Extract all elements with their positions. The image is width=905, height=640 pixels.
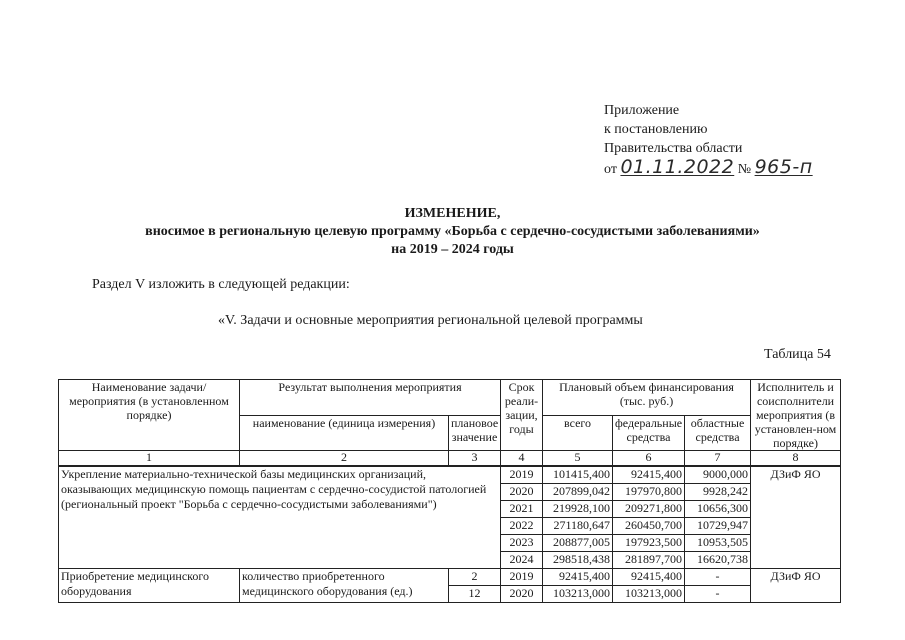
year-cell: 2024 (501, 552, 543, 569)
value-cell: 12 (449, 586, 501, 603)
federal-cell: 92415,400 (613, 569, 685, 586)
header-term: Срок реали-зации, годы (501, 380, 543, 451)
header-result-value: плановое значение (449, 415, 501, 451)
total-cell: 103213,000 (543, 586, 613, 603)
col-number: 3 (449, 451, 501, 467)
year-cell: 2020 (501, 484, 543, 501)
federal-cell: 260450,700 (613, 518, 685, 535)
col-number: 4 (501, 451, 543, 467)
handwritten-date: 01.11.2022 (620, 156, 735, 178)
table-caption: Таблица 54 (764, 347, 831, 362)
col-number: 1 (59, 451, 240, 467)
header-result-name: наименование (единица измерения) (240, 415, 449, 451)
federal-cell: 197923,500 (613, 535, 685, 552)
total-cell: 298518,438 (543, 552, 613, 569)
group1-executor: ДЗиФ ЯО (751, 466, 841, 569)
group2-name: Приобретение медицинского оборудования (59, 569, 240, 603)
regional-cell: 9928,242 (685, 484, 751, 501)
table-row (59, 569, 841, 586)
federal-cell: 92415,400 (613, 466, 685, 484)
number-sign: № (737, 162, 752, 177)
appendix-date-line (604, 158, 813, 179)
header-total: всего (543, 415, 613, 451)
total-cell: 101415,400 (543, 466, 613, 484)
header-finance: Плановый объем финансирования (тыс. руб.) (543, 380, 751, 416)
year-cell: 2021 (501, 501, 543, 518)
federal-cell: 103213,000 (613, 586, 685, 603)
header-executor: Исполнитель и соисполнители мероприятия (в установлен-ном порядке) (751, 380, 841, 451)
year-cell: 2020 (501, 586, 543, 603)
value-cell: 2 (449, 569, 501, 586)
appendix-line-3: Правительства области (604, 141, 743, 156)
regional-cell: 10953,505 (685, 535, 751, 552)
regional-cell: 16620,738 (685, 552, 751, 569)
col-number: 2 (240, 451, 449, 467)
regional-cell: - (685, 569, 751, 586)
group1-name: Укрепление материально-технической базы медицинских организаций, оказывающих медицинскую помощь пациентам с сердечно-сосудистой патологией (региональный проект "Борьба с сердечно-сосудистыми заболеваниями") (59, 466, 501, 569)
col-number: 5 (543, 451, 613, 467)
group2-executor: ДЗиФ ЯО (751, 569, 841, 603)
year-cell: 2019 (501, 466, 543, 484)
federal-cell: 197970,800 (613, 484, 685, 501)
year-cell: 2023 (501, 535, 543, 552)
regional-cell: 9000,000 (685, 466, 751, 484)
year-cell: 2022 (501, 518, 543, 535)
intro-text: Раздел V изложить в следующей редакции: (92, 277, 350, 292)
col-number: 7 (685, 451, 751, 467)
title-line-3: на 2019 – 2024 годы (391, 242, 514, 257)
group2-result-name: количество приобретенного медицинского оборудования (ед.) (240, 569, 449, 603)
program-table (58, 379, 841, 603)
federal-cell: 281897,700 (613, 552, 685, 569)
appendix-line-1: Приложение (604, 103, 680, 118)
title-line-2: вносимое в региональную целевую программу «Борьба с сердечно-сосудистыми заболеваниями» (145, 224, 760, 239)
col-number: 8 (751, 451, 841, 467)
regional-cell: 10656,300 (685, 501, 751, 518)
total-cell: 219928,100 (543, 501, 613, 518)
col-number: 6 (613, 451, 685, 467)
appendix-block (604, 101, 813, 179)
regional-cell: 10729,947 (685, 518, 751, 535)
total-cell: 92415,400 (543, 569, 613, 586)
header-federal: федеральные средства (613, 415, 685, 451)
total-cell: 271180,647 (543, 518, 613, 535)
regional-cell: - (685, 586, 751, 603)
column-number-row (59, 451, 841, 467)
header-name: Наименование задачи/мероприятия (в установленном порядке) (59, 380, 240, 451)
header-regional: областные средства (685, 415, 751, 451)
federal-cell: 209271,800 (613, 501, 685, 518)
date-prefix: от (604, 162, 617, 177)
year-cell: 2019 (501, 569, 543, 586)
table-row (59, 466, 841, 484)
total-cell: 207899,042 (543, 484, 613, 501)
appendix-line-2: к постановлению (604, 122, 708, 137)
handwritten-number: 965-п (754, 156, 813, 178)
total-cell: 208877,005 (543, 535, 613, 552)
title-line-1: ИЗМЕНЕНИЕ, (404, 206, 501, 221)
section-title: «V. Задачи и основные мероприятия региональной целевой программы (218, 313, 643, 328)
header-result: Результат выполнения мероприятия (240, 380, 501, 416)
